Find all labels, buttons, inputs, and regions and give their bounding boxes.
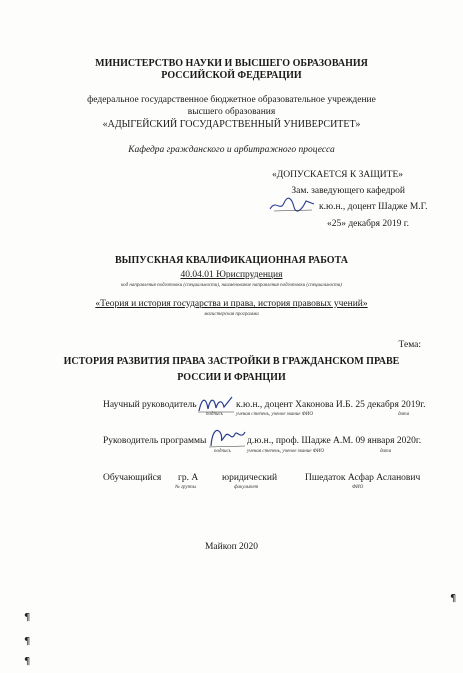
ministry-line-1: МИНИСТЕРСТВО НАУКИ И ВЫСШЕГО ОБРАЗОВАНИЯ (95, 58, 368, 69)
topic-label: Тема: (398, 340, 421, 350)
supervisor-label: Научный руководитель (103, 400, 197, 410)
pilcrow-mark: ¶ (450, 593, 457, 604)
university-name: «АДЫГЕЙСКИЙ ГОСУДАРСТВЕННЫЙ УНИВЕРСИТЕТ» (102, 119, 361, 130)
admit-stamp: «ДОПУСКАЕТСЯ К ЗАЩИТЕ» (272, 170, 403, 180)
direction: 40.04.01 Юриспруденция (180, 270, 283, 280)
department: Кафедра гражданского и арбитражного процесса (128, 145, 335, 155)
direction-caption: код направления подготовки (специальности), наименование направления подготовки (специальности) (121, 283, 342, 288)
program-caption: магистерская программа (204, 312, 259, 317)
pilcrow-mark: ¶ (24, 636, 31, 647)
program-head-date-caption: дата (380, 449, 392, 454)
program-head-degree-caption: ученая степень, ученое звание ФИО (247, 449, 324, 454)
program-head-sign-caption: подпись (214, 449, 231, 454)
student-label: Обучающийся (103, 473, 162, 483)
student-name: Пшедаток Асфар Асланович (305, 473, 421, 483)
pilcrow-mark: ¶ (24, 656, 31, 667)
student-faculty: юридический (222, 473, 278, 483)
program-head-label: Руководитель программы (103, 436, 207, 446)
supervisor-date-caption: дата (398, 412, 410, 417)
topic-line-1: ИСТОРИЯ РАЗВИТИЯ ПРАВА ЗАСТРОЙКИ В ГРАЖДАНСКОМ ПРАВЕ (63, 356, 400, 367)
supervisor-sign-caption: подпись (206, 412, 223, 417)
student-faculty-caption: факультет (234, 485, 259, 490)
work-type: ВЫПУСКНАЯ КВАЛИФИКАЦИОННАЯ РАБОТА (115, 255, 348, 266)
program: «Теория и история государства и права, история правовых учений» (95, 299, 368, 309)
approver-signature (268, 196, 316, 214)
student-name-caption: ФИО (352, 485, 364, 490)
approval-date: «25» декабря 2019 г. (326, 219, 409, 229)
pilcrow-mark: ¶ (24, 612, 31, 623)
approver-position: Зам. заведующего кафедрой (291, 186, 405, 196)
institution-line-2: высшего образования (187, 107, 276, 117)
program-head-signature (207, 424, 247, 450)
institution-line-1: федеральное государственное бюджетное образовательное учреждение (87, 95, 376, 105)
student-group: гр. А (178, 473, 199, 483)
student-group-caption: № группы (175, 485, 196, 490)
city-year: Майкоп 2020 (204, 542, 259, 552)
supervisor-value: к.ю.н., доцент Хаконова И.Б. 25 декабря 2019г. (236, 400, 426, 410)
program-head-value: д.ю.н., проф. Шадже А.М. 09 января 2020г. (247, 436, 422, 446)
approver-name: к.ю.н., доцент Шадже М.Г. (319, 202, 428, 212)
ministry-line-2: РОССИЙСКОЙ ФЕДЕРАЦИИ (161, 70, 302, 81)
topic-line-2: РОССИИ И ФРАНЦИИ (177, 372, 286, 383)
supervisor-degree-caption: ученая степень, ученое звание ФИО (236, 412, 313, 417)
